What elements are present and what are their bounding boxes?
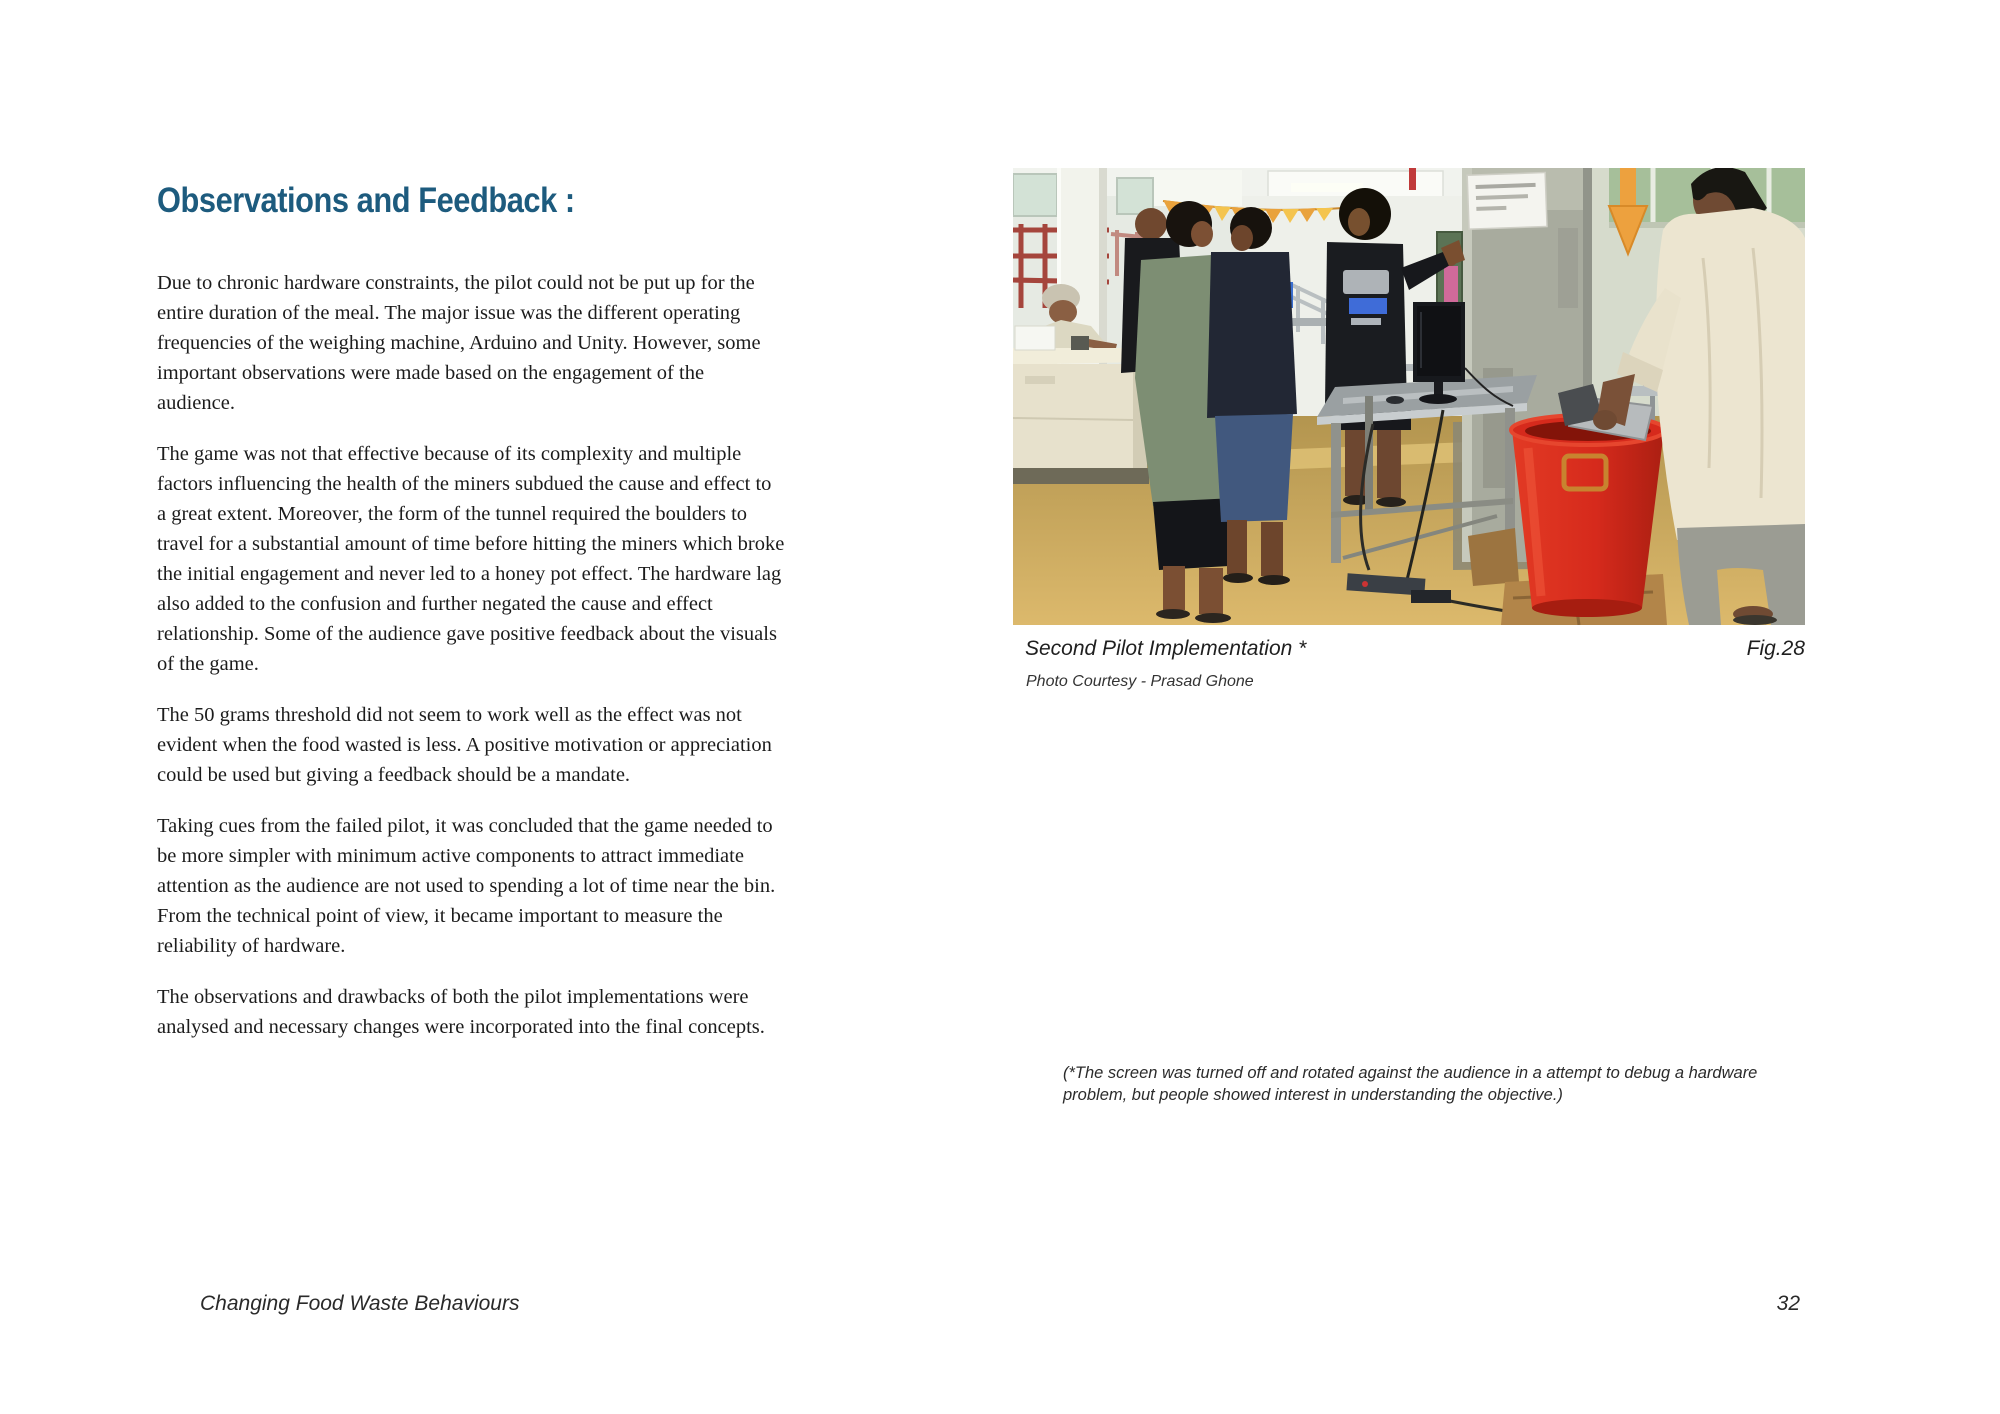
footer-page-number: 32 bbox=[1776, 1292, 1800, 1315]
canteen-photo-illustration bbox=[1013, 168, 1805, 625]
body-paragraph: The observations and drawbacks of both the pilot implementations were analysed and necessary changes were incorporated into the final concepts. bbox=[157, 986, 765, 1038]
figure-number: Fig.28 bbox=[1746, 637, 1805, 660]
paper-sign bbox=[1467, 173, 1547, 230]
figure-footnote: (*The screen was turned off and rotated against the audience in a attempt to debug a hardware problem, but people showed interest in understanding the objective.) bbox=[1063, 1064, 1758, 1104]
footer-document-title: Changing Food Waste Behaviours bbox=[200, 1292, 520, 1315]
figure-caption: Second Pilot Implementation * bbox=[1025, 637, 1307, 660]
page-title: Observations and Feedback : bbox=[157, 181, 575, 220]
body-text bbox=[157, 268, 785, 1063]
figure-caption-row bbox=[1025, 637, 1805, 661]
photo-credit: Photo Courtesy - Prasad Ghone bbox=[1026, 673, 1254, 690]
body-paragraph: The 50 grams threshold did not seem to work well as the effect was not evident when the food wasted is less. A positive motivation or appreciation could be used but giving a feedback should be a mandate. bbox=[157, 704, 772, 786]
body-paragraph: Taking cues from the failed pilot, it was concluded that the game needed to be more simpler with minimum active components to attract immediate attention as the audience are not used to spending a lot of time near the bin. From the technical point of view, it became important to measure the reliability of hardware. bbox=[157, 815, 776, 957]
red-bin bbox=[1511, 415, 1665, 617]
figure-photo bbox=[1013, 168, 1805, 625]
body-paragraph: Due to chronic hardware constraints, the pilot could not be put up for the entire duration of the meal. The major issue was the different operating frequencies of the weighing machine, Arduino and Unity. However, some important observations were made based on the engagement of the audience. bbox=[157, 272, 761, 414]
body-paragraph: The game was not that effective because of its complexity and multiple factors influencing the health of the miners subdued the cause and effect to a great extent. Moreover, the form of the tunnel required the boulders to travel for a substantial amount of time before hitting the miners which broke the initial engagement and never led to a honey pot effect. The hardware lag also added to the confusion and further negated the cause and effect relationship. Some of the audience gave positive feedback about the visuals of the game. bbox=[157, 443, 785, 675]
